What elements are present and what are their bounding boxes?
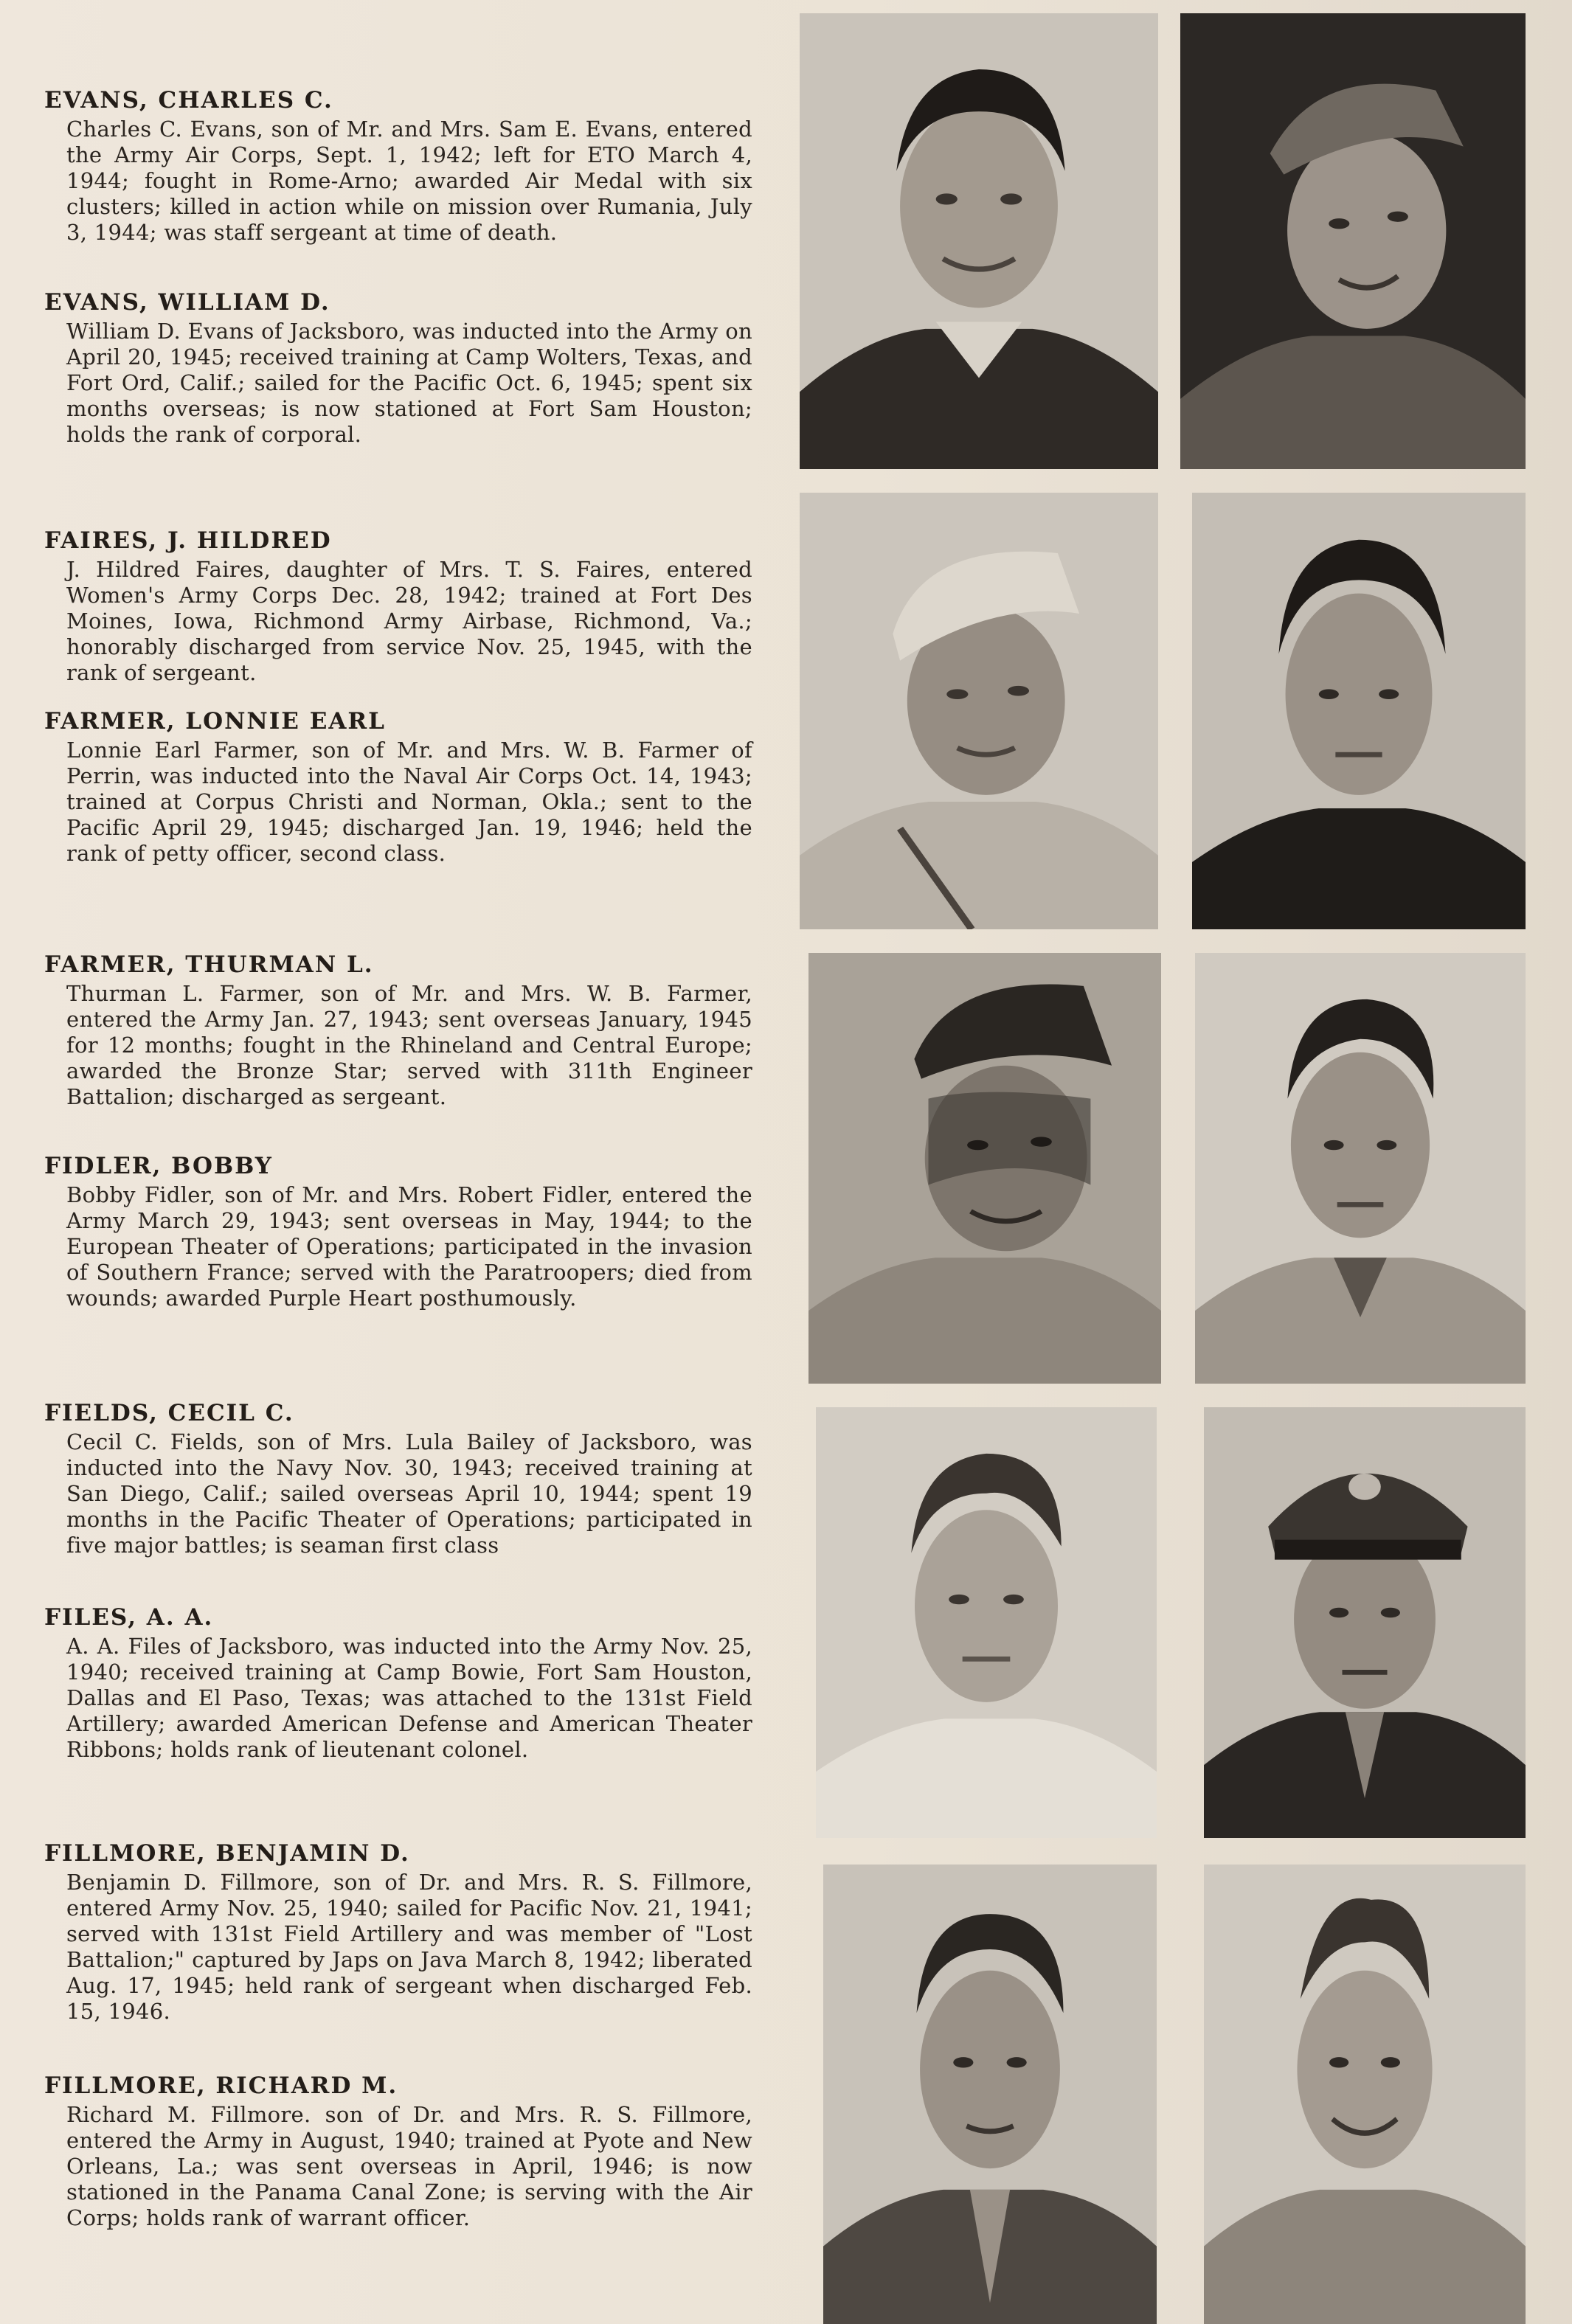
portrait-fillmore-benjamin — [823, 1865, 1157, 2324]
portrait-evans-charles — [800, 13, 1158, 469]
entry-name: FILLMORE, RICHARD M. — [44, 2072, 398, 2099]
entry-bio: Thurman L. Farmer, son of Mr. and Mrs. W. B. Farmer, entered the Army Jan. 27, 1943; sent overseas January, 1945 for 12 months; fought in the Rhineland and Central Europe; awarded the Bronze Star; served with 311th Engineer Battalion; discharged as sergeant. — [66, 981, 752, 1109]
entry-bio: Lonnie Earl Farmer, son of Mr. and Mrs. W. B. Farmer of Perrin, was inducted into the Naval Air Corps Oct. 14, 1943; trained at Corpus Christi and Norman, Okla.; sent to the Pacific April 29, 1945; discharged Jan. 19, 1946; held the rank of petty officer, second class. — [66, 738, 752, 866]
entry-name: FAIRES, J. HILDRED — [44, 527, 332, 554]
portrait-fillmore-richard — [1204, 1865, 1526, 2324]
portrait-farmer-lonnie — [1192, 493, 1526, 929]
portrait-fields-cecil — [816, 1407, 1157, 1838]
entry-name: FILLMORE, BENJAMIN D. — [44, 1840, 410, 1867]
entry-name: EVANS, WILLIAM D. — [44, 289, 330, 316]
portrait-farmer-thurman — [808, 953, 1161, 1384]
entry-farmer-lonnie — [44, 708, 752, 867]
portrait-fidler-bobby — [1195, 953, 1526, 1384]
entry-name: FARMER, LONNIE EARL — [44, 708, 386, 735]
entry-fillmore-benjamin — [44, 1840, 752, 2025]
entry-fidler-bobby — [44, 1153, 752, 1311]
portrait-files-aa — [1204, 1407, 1526, 1838]
entry-files-aa — [44, 1604, 752, 1763]
entry-bio: Bobby Fidler, son of Mr. and Mrs. Robert Fidler, entered the Army March 29, 1943; sent overseas in May, 1944; to the European Theater of Operations; participated in the invasion of Southern France; served with the Paratroopers; died from wounds; awarded Purple Heart posthumously. — [66, 1182, 752, 1311]
entry-farmer-thurman — [44, 951, 752, 1110]
entry-name: FARMER, THURMAN L. — [44, 951, 374, 978]
portrait-column — [782, 0, 1572, 2324]
entry-bio: Charles C. Evans, son of Mr. and Mrs. Sam E. Evans, entered the Army Air Corps, Sept. 1, 1942; left for ETO March 4, 1944; fought in Rome-Arno; awarded Air Medal with six clusters; killed in action while on mission over Rumania, July 3, 1944; was staff sergeant at time of death. — [66, 117, 752, 245]
entry-bio: Cecil C. Fields, son of Mrs. Lula Bailey of Jacksboro, was inducted into the Navy Nov. 30, 1943; received training at San Diego, Calif.; sailed overseas April 10, 1944; spent 19 months in the Pacific Theater of Operations; participated in five major battles; is seaman first class — [66, 1429, 752, 1558]
entry-fillmore-richard — [44, 2072, 752, 2231]
entry-bio: William D. Evans of Jacksboro, was inducted into the Army on April 20, 1945; received training at Camp Wolters, Texas, and Fort Ord, Calif.; sailed for the Pacific Oct. 6, 1945; spent six months overseas; is now stationed at Fort Sam Houston; holds the rank of corporal. — [66, 319, 752, 447]
entry-name: EVANS, CHARLES C. — [44, 87, 333, 114]
entry-bio: Richard M. Fillmore. son of Dr. and Mrs. R. S. Fillmore, entered the Army in August, 1940; trained at Pyote and New Orleans, La.; was sent overseas in April, 1946; is now stationed in the Panama Canal Zone; is serving with the Air Corps; holds rank of warrant officer. — [66, 2102, 752, 2230]
portrait-evans-william — [1180, 13, 1526, 469]
entry-name: FIELDS, CECIL C. — [44, 1400, 294, 1426]
entry-evans-charles — [44, 87, 752, 246]
entry-name: FILES, A. A. — [44, 1604, 214, 1631]
entry-faires-hildred — [44, 527, 752, 686]
portrait-faires-hildred — [800, 493, 1158, 929]
entry-bio: Benjamin D. Fillmore, son of Dr. and Mrs. R. S. Fillmore, entered Army Nov. 25, 1940; sailed for Pacific Nov. 21, 1941; served with 131st Field Artillery and was member of "Lost Battalion;" captured by Japs on Java March 8, 1942; liberated Aug. 17, 1945; held rank of sergeant when discharged Feb. 15, 1946. — [66, 1870, 752, 2024]
entry-fields-cecil — [44, 1400, 752, 1558]
entry-evans-william — [44, 289, 752, 448]
entry-bio: J. Hildred Faires, daughter of Mrs. T. S. Faires, entered Women's Army Corps Dec. 28, 1942; trained at Fort Des Moines, Iowa, Richmond Army Airbase, Richmond, Va.; honorably discharged from service Nov. 25, 1945, with the rank of sergeant. — [66, 557, 752, 685]
entry-name: FIDLER, BOBBY — [44, 1153, 273, 1179]
entry-bio: A. A. Files of Jacksboro, was inducted into the Army Nov. 25, 1940; received training at Camp Bowie, Fort Sam Houston, Dallas and El Paso, Texas; was attached to the 131st Field Artillery; awarded American Defense and American Theater Ribbons; holds rank of lieutenant colonel. — [66, 1634, 752, 1762]
